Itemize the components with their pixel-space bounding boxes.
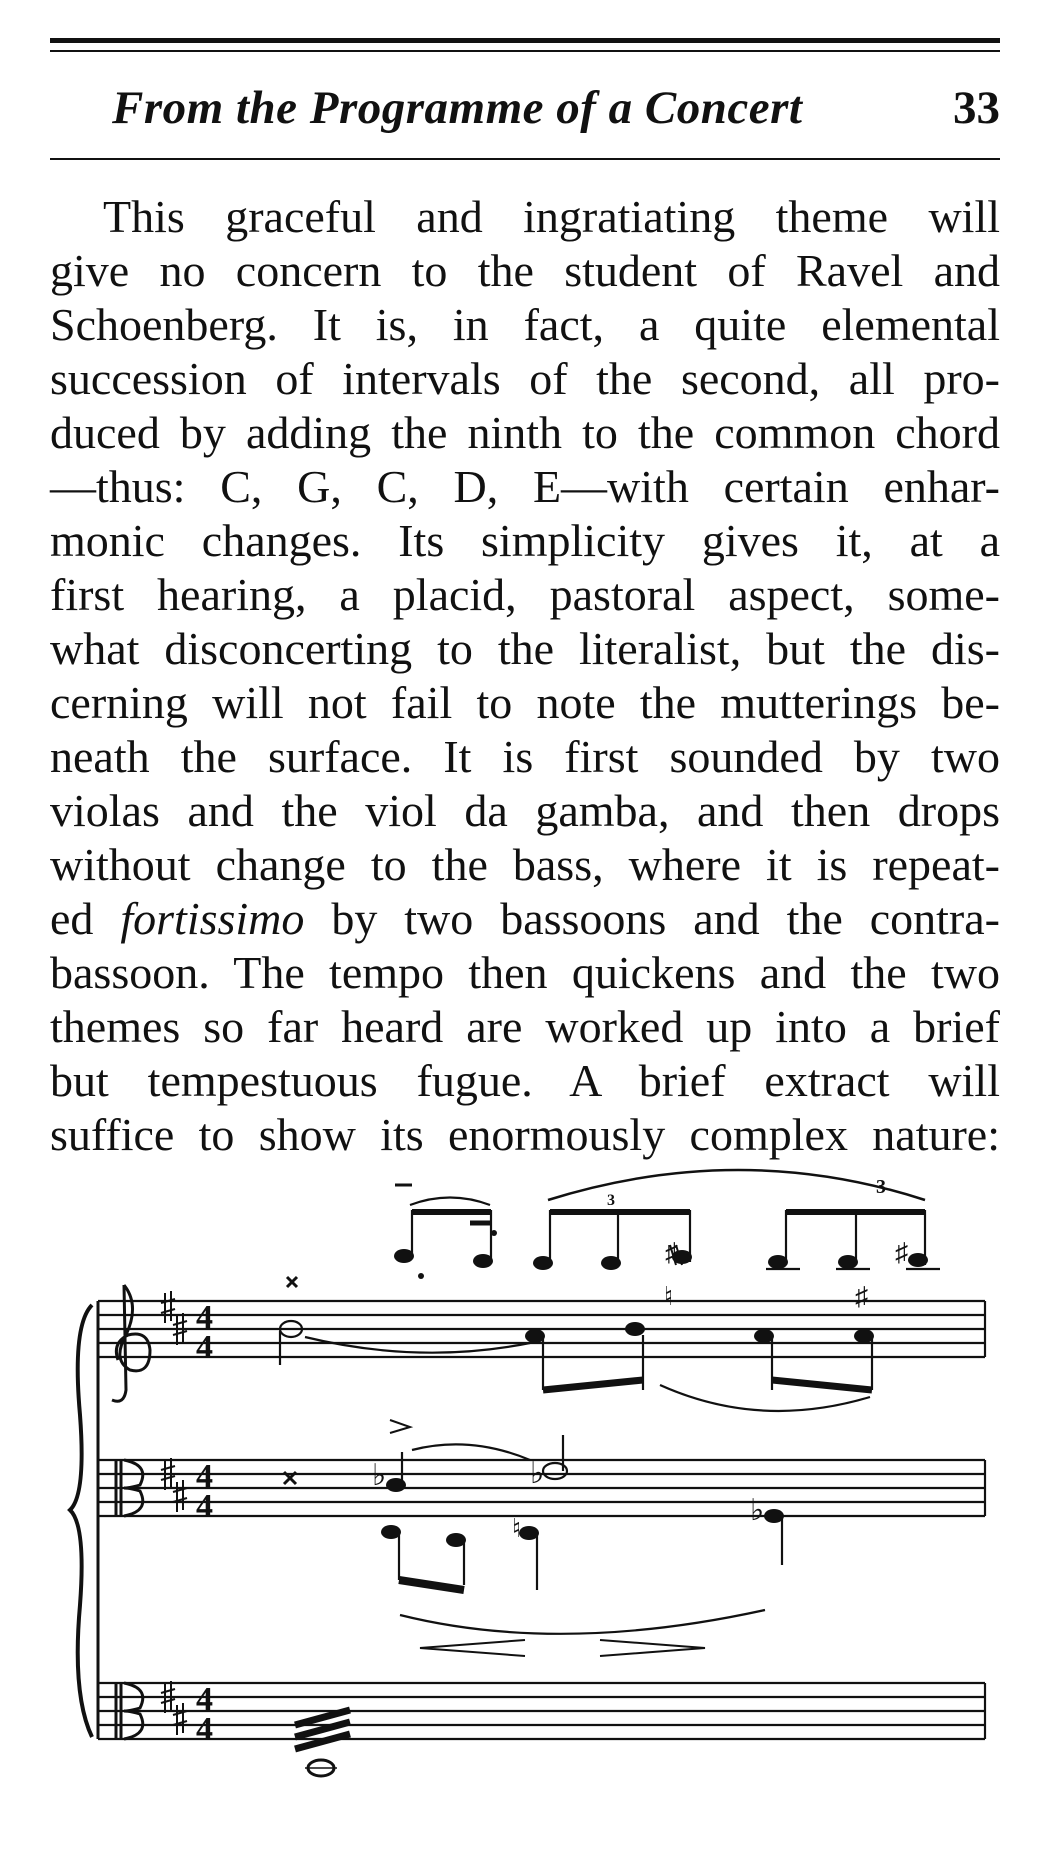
natural-sign: ♮ [664, 1282, 674, 1311]
running-title: From the Programme of a Concert [112, 82, 803, 134]
running-head [50, 80, 1000, 136]
staff-3-lines [98, 1683, 985, 1739]
text-line: give no concern to the student of Ravel and [50, 245, 1000, 296]
text-line: duced by adding the ninth to the common chord [50, 407, 1000, 458]
sharp-sign: ♯ [895, 1238, 908, 1267]
time-sig-bottom: 4 [196, 1711, 213, 1748]
text-line: but tempestuous fugue. A brief extract will [50, 1055, 1000, 1106]
text-line: bassoon. The tempo then quickens and the two [50, 947, 1000, 998]
time-sig-top: 4 [196, 1299, 213, 1336]
time-sig-bottom: 4 [196, 1488, 213, 1525]
flat-sign: ♭ [750, 1494, 765, 1527]
tuplet-number-small: 3 [607, 1192, 615, 1209]
text-line: without change to the bass, where it is repeat- [50, 839, 1000, 890]
text-line: neath the surface. It is first sounded by two [50, 731, 1000, 782]
text-line: themes so far heard are worked up into a brief [50, 1001, 1000, 1052]
staff-1-lines [98, 1301, 985, 1357]
top-rule-thin [50, 50, 1000, 52]
time-sig-top: 4 [196, 1458, 213, 1495]
text-line: —thus: C, G, C, D, E—with certain enhar- [50, 461, 1000, 512]
flat-sign: ♭ [372, 1459, 387, 1492]
time-sig-top: 4 [196, 1681, 213, 1718]
top-rule-thick [50, 38, 1000, 43]
text-line: succession of intervals of the second, all pro- [50, 353, 1000, 404]
page-number: 33 [953, 82, 1000, 134]
line-prefix: ed [50, 893, 121, 944]
flat-sign: ♭ [530, 1457, 545, 1490]
text-line: cerning will not fail to note the mutterings be- [50, 677, 1000, 728]
time-sig-bottom: 4 [196, 1329, 213, 1366]
body-paragraph [50, 190, 1000, 1162]
text-line: Schoenberg. It is, in fact, a quite elemental [50, 299, 1000, 350]
line-suffix: by two bassoons and the contra- [304, 893, 1000, 944]
text-line: monic changes. Its simplicity gives it, at a [50, 515, 1000, 566]
natural-sign: ♮ [512, 1514, 522, 1543]
text-line: violas and the viol da gamba, and then drops [50, 785, 1000, 836]
sharp-sign: ♯ [855, 1282, 868, 1311]
music-example [0, 1165, 1051, 1790]
italic-word: fortissimo [120, 893, 305, 944]
text-line: This graceful and ingratiating theme will [103, 191, 1000, 242]
text-line-italic [50, 892, 1000, 946]
text-line: what disconcerting to the literalist, but the dis- [50, 623, 1000, 674]
text-line: suffice to show its enormously complex nature: [50, 1109, 1000, 1160]
text-line: first hearing, a placid, pastoral aspect, some- [50, 569, 1000, 620]
sharp-sign: ♯ [665, 1238, 678, 1267]
tuplet-number: 3 [876, 1176, 886, 1198]
head-rule [50, 158, 1000, 160]
